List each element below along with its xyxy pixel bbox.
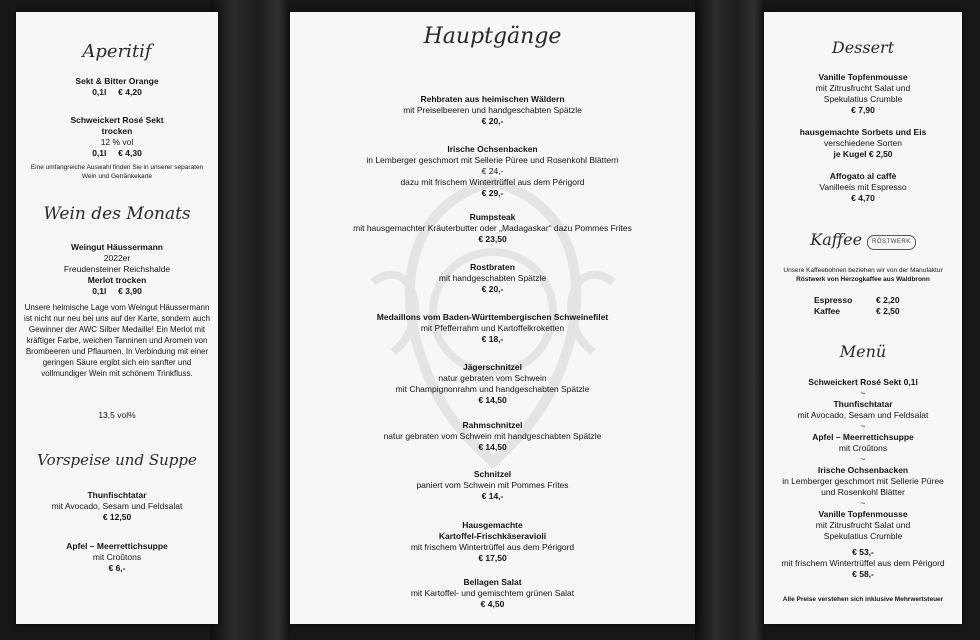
apple-soup-name: Apfel – Meerrettichsuppe [66,541,168,551]
dish-description: mit handgeschabten Spätzle [438,273,547,283]
coffee-note-2: Röstwerk von Herzogkaffee aus Waldbronn [796,276,930,283]
main-courses-heading: Hauptgänge [423,24,562,49]
kaffee-label: Kaffee [814,306,840,316]
dish-name: Rostbraten [470,262,515,272]
dish-price: € 18,- [481,334,504,344]
starters-heading: Vorspeise und Suppe [37,451,197,469]
menu-course-4-desc-1: in Lemberger geschmort mit Sellerie Püree [782,476,944,486]
sorbet-name: hausgemachte Sorbets und Eis [799,127,927,137]
menu-course-1: Schweickert Rosé Sekt 0,1l [808,377,918,387]
menu-price: € 53,- [852,547,874,557]
main-dish-item [290,577,695,610]
main-dish-item [290,420,695,453]
dish-name-line-2: Kartoffel-Frischkäseravioli [438,531,547,541]
topfenmousse-price: € 7,90 [851,105,875,115]
dish-name: Jägerschnitzel [462,362,523,372]
dish-description: natur gebraten vom Schwein mit handgeschabten Spätzle [383,431,602,441]
menu-course-5-desc-1: mit Zitrusfrucht Salat und [815,520,911,530]
main-menu-page [290,12,695,624]
menu-binder-right [695,0,765,640]
tuna-tartare-price: € 12,50 [102,512,132,522]
main-dish-item [290,212,695,245]
menu-truffle-note: mit frischem Wintertrüffel aus dem Périgord [781,558,945,568]
dish-price: € 4,50 [480,599,505,609]
menu-course-3-desc: mit Croûtons [838,443,888,453]
wine-grape: Merlot trocken [87,275,147,285]
main-dish-item [290,94,695,127]
main-dish-item [290,362,695,406]
wine-description: Unsere heimische Lage vom Weingut Häussermann ist nicht nur neu bei uns auf der Karte, sondern auch Gewinner der AWC Silber Medaille! Ein Merlot mit kräftiger Farbe, weichen Tanninen und Aromen von Brombeeren und Pflaumen. In Verbindung mit einer geringen Säure ergibt sich ein sanfter und vollmundiger Wein mit schönem Trinkfluss. [24,303,210,378]
dish-price: € 14,- [481,491,504,501]
vat-footer-note: Alle Preise verstehen sich inklusive Mehrwertsteuer [782,596,944,603]
kaffee-row [764,306,962,317]
affogato-price: € 4,70 [851,193,875,203]
espresso-label: Espresso [814,295,853,305]
sorbet-desc: verschiedene Sorten [824,138,902,148]
main-dish-item [290,312,695,345]
tuna-tartare-name: Thunfischtatar [87,490,147,500]
menu-sep-3: ~ [860,454,866,464]
dish-price: € 23,50 [478,234,507,244]
main-dish-item [290,262,695,295]
menu-course-2-desc: mit Avocado, Sesam und Feldsalat [797,410,929,420]
menu-course-2: Thunfischtatar [833,399,893,409]
menu-course-4-desc-2: und Rosenkohl Blätter [821,487,905,497]
dish-name: Rahmschnitzel [462,420,523,430]
wine-abv: 13,5 vol% [98,410,136,420]
dish-price: € 20,- [481,284,504,294]
rose-sekt-subtitle: trocken [101,126,133,136]
dish-name: Bellagen Salat [463,577,522,587]
dish-description: mit frischem Wintertrüffel aus dem Périgord [410,542,575,552]
dish-price: € 17,50 [478,553,507,563]
rose-sekt-volume: 12 % vol [100,137,134,147]
dish-price: € 14,50 [478,395,507,405]
dish-description: in Lemberger geschmort mit Sellerie Püree und Rosenkohl Blättern [366,155,619,165]
wine-price: 0,1l € 3,90 [92,286,142,296]
sorbet-price: je Kugel € 2,50 [833,149,893,159]
dish-description: mit Pfefferrahm und Kartoffelkroketten [420,323,565,333]
dish-description: mit Kartoffel- und gemischtem grünen Salat [410,588,575,598]
espresso-row [764,295,962,306]
menu-truffle-price: € 58,- [852,569,874,579]
topfenmousse-name: Vanille Topfenmousse [818,72,908,82]
coffee-note-1: Unsere Kaffeebohnen beziehen wir von der Manufaktur [783,267,943,274]
topfenmousse-desc-1: mit Zitrusfrucht Salat und [815,83,911,93]
dish-name: Schnitzel [473,469,512,479]
wine-producer: Weingut Häussermann [71,242,163,252]
apple-soup-price: € 6,- [108,563,126,573]
right-menu-page [764,12,962,624]
main-dish-item [290,469,695,502]
menu-sep-2: ~ [860,421,866,431]
espresso-price: € 2,20 [876,295,900,305]
main-dish-item [290,520,695,564]
wine-region: Freudensteiner Reichshalde [63,264,171,274]
dessert-heading: Dessert [831,38,895,57]
coffee-heading-row [764,230,962,250]
dish-name: Rehbraten aus heimischen Wäldern [420,94,565,104]
dish-description: dazu mit frischem Wintertrüffel aus dem Périgord [400,177,585,187]
sekt-bitter-orange-name: Sekt & Bitter Orange [75,76,159,86]
affogato-desc: Vanilleeis mit Espresso [819,182,907,192]
left-menu-page [16,12,218,624]
menu-course-3: Apfel – Meerrettichsuppe [812,432,914,442]
dish-price: € 29,- [481,188,504,198]
dish-price: € 20,- [481,116,504,126]
rose-sekt-name: Schweickert Rosé Sekt [70,115,164,125]
menu-course-5: Vanille Topfenmousse [818,509,908,519]
dish-name: Hausgemachte [462,520,523,530]
affogato-name: Affogato al caffè [829,171,897,181]
menu-sep-1: ~ [860,388,866,398]
wine-list-note: Eine umfangreiche Auswahl finden Sie in unserer separaten Wein und Getränkekarte [30,164,204,180]
main-dish-item [290,144,695,199]
dish-description: € 24,- [481,166,504,176]
set-menu-heading: Menü [839,342,887,361]
dish-name: Medaillons vom Baden-Württembergischen Schweinefilet [376,312,609,322]
topfenmousse-desc-2: Spekulatius Crumble [823,94,903,104]
aperitif-heading: Aperitif [82,41,152,62]
dish-price: € 14,50 [478,442,507,452]
wine-of-month-heading: Wein des Monats [43,204,191,224]
dish-description: paniert vom Schwein mit Pommes Frites [416,480,569,490]
sekt-bitter-orange-price: 0,1l € 4,20 [92,87,142,97]
dish-description: mit hausgemachter Kräuterbutter oder „Madagaskar“ dazu Pommes Frites [353,223,632,233]
dish-description: mit Champignonrahm und handgeschabten Spätzle [395,384,590,394]
dish-name: Rumpsteak [469,212,516,222]
dish-name: Irische Ochsenbacken [447,144,538,154]
kaffee-price: € 2,50 [876,306,900,316]
tuna-tartare-desc: mit Avocado, Sesam und Feldsalat [51,501,183,511]
dish-description: mit Preiselbeeren und handgeschabten Spätzle [403,105,582,115]
wine-year: 2022er [103,253,131,263]
coffee-heading: Kaffee [810,230,863,249]
menu-course-4: Irische Ochsenbacken [817,465,909,475]
menu-binder-left [210,0,290,640]
apple-soup-desc: mit Croûtons [92,552,142,562]
dish-description: natur gebraten vom Schwein [438,373,547,383]
menu-sep-4: ~ [860,498,866,508]
menu-course-5-desc-2: Spekulatius Crumble [823,531,903,541]
rose-sekt-price: 0,1l € 4,30 [92,148,142,158]
roestwerk-logo: RÖSTWERK [867,235,916,250]
